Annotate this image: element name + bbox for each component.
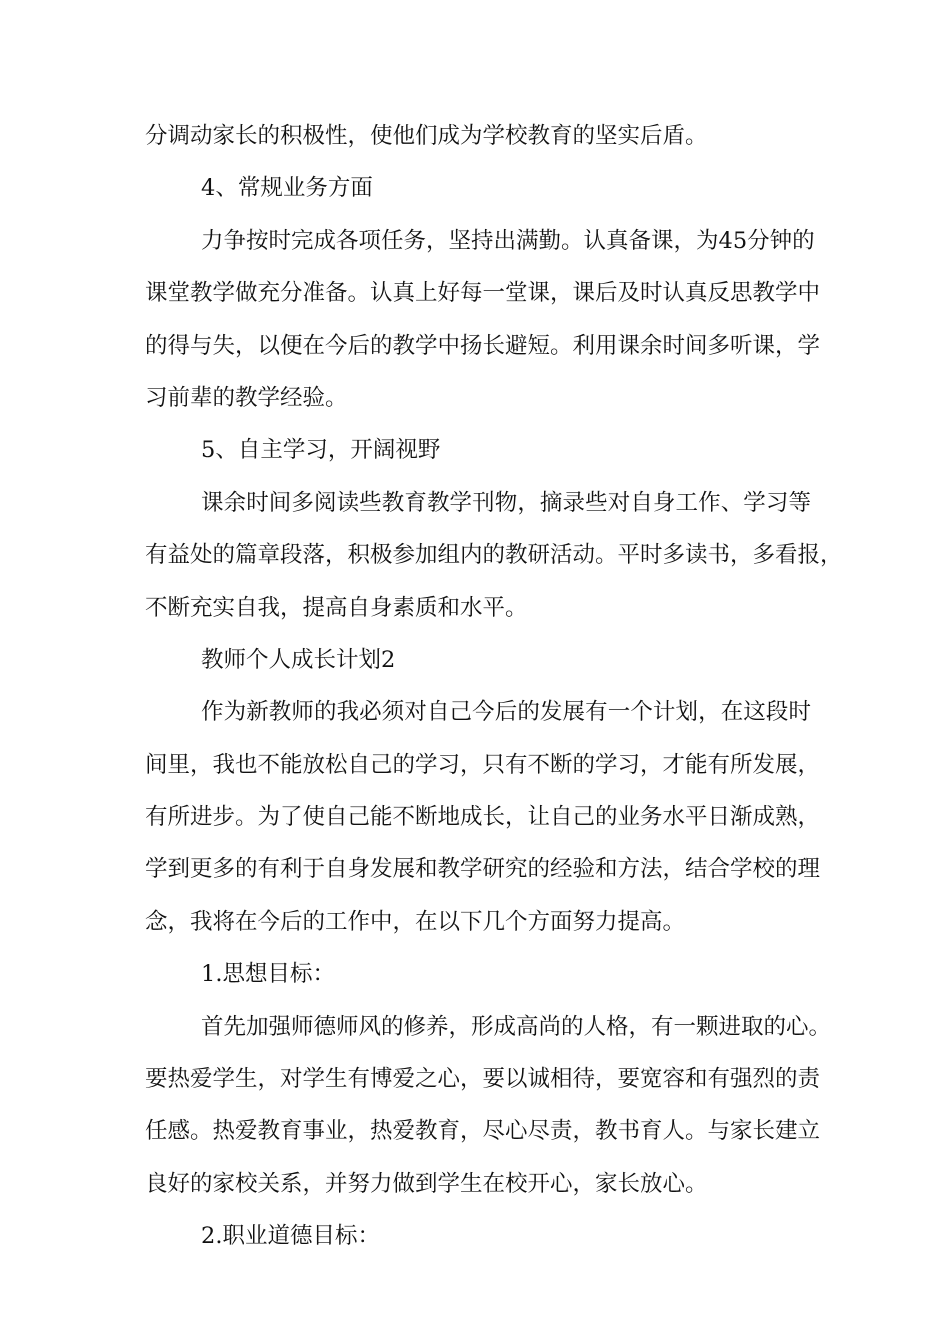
text-line: 有益处的篇章段落，积极参加组内的教研活动。平时多读书，多看报，: [145, 542, 843, 569]
text-line: 力争按时完成各项任务，坚持出满勤。认真备课，为45分钟的: [201, 227, 815, 254]
text-line: 学到更多的有利于自身发展和教学研究的经验和方法，结合学校的理: [145, 856, 821, 883]
text-line: 良好的家校关系，并努力做到学生在校开心，家长放心。: [145, 1170, 708, 1197]
document-body: [145, 110, 843, 1263]
text-line: 课堂教学做充分准备。认真上好每一堂课，课后及时认真反思教学中: [145, 280, 821, 307]
text-line: 不断充实自我，提高自身素质和水平。: [145, 594, 528, 621]
text-line: 分调动家长的积极性，使他们成为学校教育的坚实后盾。: [145, 123, 708, 149]
text-line: 1.思想目标：: [201, 961, 335, 988]
text-line: 要热爱学生，对学生有博爱之心，要以诚相待，要宽容和有强烈的责: [145, 1066, 821, 1093]
text-line: 5、自主学习，开阔视野: [201, 437, 441, 464]
text-line: 首先加强师德师风的修养，形成高尚的人格，有一颗进取的心。: [201, 1013, 832, 1040]
text-line: 课余时间多阅读些教育教学刊物，摘录些对自身工作、学习等: [201, 489, 811, 516]
text-line: 习前辈的教学经验。: [145, 384, 348, 411]
text-line: 的得与失，以便在今后的教学中扬长避短。利用课余时间多听课，学: [145, 332, 821, 359]
text-line: 有所进步。为了使自己能不断地成长，让自己的业务水平日渐成熟，: [145, 804, 821, 831]
text-line: 念，我将在今后的工作中，在以下几个方面努力提高。: [145, 908, 686, 935]
text-line: 教师个人成长计划2: [201, 646, 396, 673]
text-line: 4、常规业务方面: [201, 175, 373, 202]
text-line: 2.职业道德目标：: [201, 1223, 380, 1250]
text-line: 间里，我也不能放松自己的学习，只有不断的学习，才能有所发展，: [145, 751, 821, 778]
text-line: 任感。热爱教育事业，热爱教育，尽心尽责，教书育人。与家长建立: [145, 1118, 821, 1145]
text-line: 作为新教师的我必须对自己今后的发展有一个计划，在这段时: [201, 699, 811, 726]
